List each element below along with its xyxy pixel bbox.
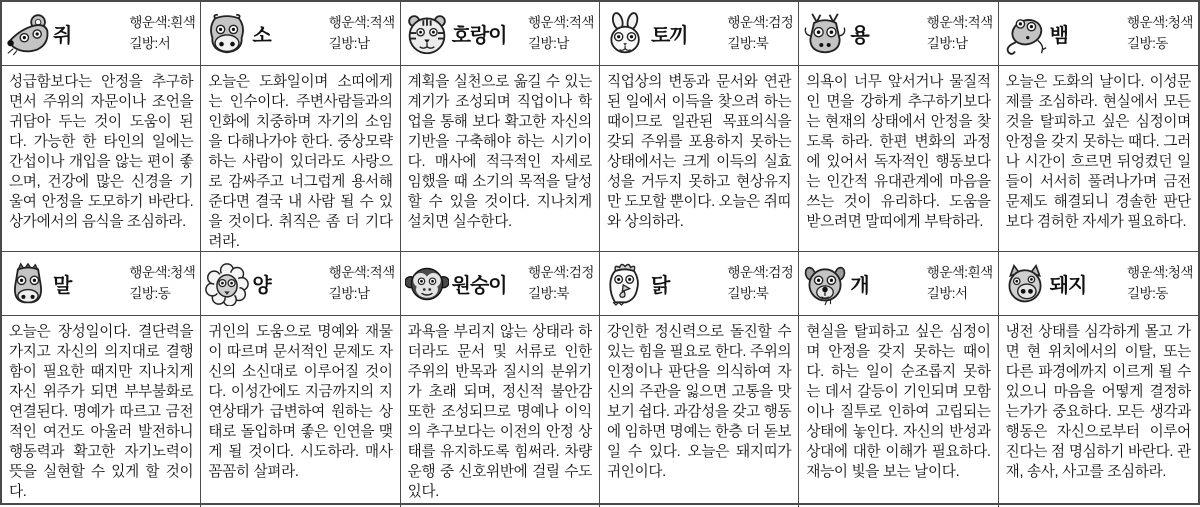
zodiac-header-sheep xyxy=(201,252,399,316)
fortune-body xyxy=(2,316,200,507)
zodiac-cell-rat xyxy=(2,2,201,252)
zodiac-cell-monkey xyxy=(401,252,600,507)
animal-name: 소 xyxy=(252,25,271,47)
zodiac-header-dog xyxy=(799,252,997,316)
animal-name: 뱀 xyxy=(1049,25,1068,47)
fortune-body xyxy=(799,316,997,507)
zodiac-header-rat xyxy=(2,2,200,66)
zodiac-header-rooster xyxy=(600,252,798,316)
fortune-info xyxy=(727,13,795,54)
direction-value: 남 xyxy=(357,35,370,51)
rabbit-icon xyxy=(604,12,648,56)
fortune-body xyxy=(401,316,599,507)
lucky-color-value: 적색 xyxy=(568,15,594,31)
zodiac-cell-dragon xyxy=(799,2,998,252)
zodiac-header-monkey xyxy=(401,252,599,316)
animal-name: 원숭이 xyxy=(451,275,507,297)
direction-value: 서 xyxy=(955,285,968,301)
fortune-info xyxy=(727,263,795,304)
direction-label: 길방: xyxy=(129,35,158,51)
direction-label: 길방: xyxy=(129,285,158,301)
zodiac-cell-rooster xyxy=(600,252,799,507)
zodiac-cell-snake xyxy=(999,2,1198,252)
fortune-body xyxy=(201,66,399,251)
lucky-color-label: 행운색: xyxy=(129,15,171,31)
zodiac-header-dragon xyxy=(799,2,997,66)
direction-label: 길방: xyxy=(528,35,557,51)
ox-icon xyxy=(205,12,249,56)
lucky-color-value: 검정 xyxy=(568,265,594,281)
fortune-info xyxy=(528,263,596,304)
fortune-text: 귀인의 도움으로 명예와 재물이 따르며 문서적인 문제도 자신의 소신대로 이루어질 것이다. 이성간에도 지금까지의 지연상태가 급변하여 원하는 상태로 돌입하며 좋은 인연을 맺게 될 것이다. 시도하라. 매사 꼼꼼히 살펴라. xyxy=(208,324,393,480)
dog-icon xyxy=(803,262,847,306)
direction-label: 길방: xyxy=(528,285,557,301)
zodiac-header-pig xyxy=(999,252,1198,316)
zodiac-cell-tiger xyxy=(401,2,600,252)
zodiac-cell-sheep xyxy=(201,252,400,507)
fortune-body xyxy=(999,66,1198,251)
rat-icon xyxy=(6,12,50,56)
fortune-info xyxy=(329,13,397,54)
animal-name: 양 xyxy=(252,275,271,297)
fortune-text: 의욕이 너무 앞서거나 물질적인 면을 강하게 추구하기보다는 현재의 상태에서 안정을 찾도록 하라. 한편 변화의 과정에 있어서 독자적인 행동보다는 인간적 유대관계에 마음을 쓰는 것이 유리하다. 도움을 받으려면 말띠에게 부탁하라. xyxy=(806,74,991,230)
fortune-text: 오늘은 도화의 날이다. 이성문제를 조심하라. 현실에서 모든 것을 탈피하고 싶은 심정이며 안정을 갖지 못하는 때다. 그러나 시간이 흐르면 뒤엉켰던 일들이 서서히 풀려나가며 금전문제도 해결되니 경솔한 판단보다 겸허한 자세가 필요하다. xyxy=(1005,74,1191,230)
fortune-body xyxy=(2,66,200,251)
lucky-color-value: 흰색 xyxy=(967,265,993,281)
zodiac-header-horse xyxy=(2,252,200,316)
animal-name: 말 xyxy=(53,275,72,297)
lucky-color-value: 청색 xyxy=(1167,15,1193,31)
fortune-text: 현실을 탈피하고 싶은 심정이며 안정을 갖지 못하는 때이다. 하는 일이 순조롭지 못하는 데서 갈등이 기인되며 모함이나 질투로 인하여 고립되는 상태에 놓인다. 자신의 반성과 상대에 대한 이해가 필요하다. 재능이 빛을 보는 날이다. xyxy=(806,324,991,480)
animal-name: 용 xyxy=(850,25,869,47)
pig-icon xyxy=(1003,262,1047,306)
fortune-info xyxy=(1127,13,1195,54)
lucky-color-label: 행운색: xyxy=(528,265,569,281)
zodiac-header-tiger xyxy=(401,2,599,66)
lucky-color-label: 행운색: xyxy=(328,265,370,281)
direction-label: 길방: xyxy=(926,285,956,301)
lucky-color-value: 적색 xyxy=(369,265,395,281)
lucky-color-label: 행운색: xyxy=(129,265,171,281)
tiger-icon xyxy=(405,12,449,56)
direction-value: 동 xyxy=(1155,285,1168,301)
fortune-text: 직업상의 변동과 문서와 연관된 일에서 이득을 찾으려 하는 때이므로 일관된 목표의식을 갖되 주위를 포용하지 못하는 상태에서는 크게 이득의 실효성을 거두지 못하고 현상유지만 도모할 뿐이다. 오늘은 쥐띠와 상의하라. xyxy=(606,74,792,230)
fortune-info xyxy=(129,263,197,304)
zodiac-header-rabbit xyxy=(600,2,798,66)
fortune-info xyxy=(927,13,995,54)
lucky-color-label: 행운색: xyxy=(926,15,968,31)
animal-name: 돼지 xyxy=(1049,275,1087,297)
lucky-color-label: 행운색: xyxy=(1127,15,1168,31)
zodiac-header-ox xyxy=(201,2,399,66)
direction-value: 북 xyxy=(556,285,569,301)
fortune-info xyxy=(329,263,397,304)
fortune-text: 강인한 정신력으로 돌진할 수 있는 힘을 필요로 한다. 주위의 인정이나 판단을 의식하여 자신의 주관을 잃으면 고통을 맛보기 쉽다. 과감성을 갖고 행동에 임하면 명예는 한층 더 돋보일 수 있다. 오늘은 돼지띠가 귀인이다. xyxy=(606,324,792,480)
direction-label: 길방: xyxy=(328,35,358,51)
animal-name: 닭 xyxy=(650,275,670,297)
animal-name: 개 xyxy=(850,275,869,297)
direction-value: 남 xyxy=(357,285,370,301)
fortune-body xyxy=(799,66,997,251)
fortune-text: 오늘은 도화일이며 소띠에게는 인수이다. 주변사람들과의 인화에 치중하며 자기의 소임을 다해나가야 한다. 중상모략 하는 사람이 있더라도 사랑으로 감싸주고 너그럽게 용서해 준다면 결국 내 사람 될 수 있을 것이다. 취직은 좀 더 기다려라. xyxy=(208,74,393,250)
animal-name: 토끼 xyxy=(650,25,688,47)
sheep-icon xyxy=(205,262,249,306)
direction-value: 북 xyxy=(755,35,769,51)
lucky-color-value: 적색 xyxy=(967,15,993,31)
fortune-info xyxy=(528,13,596,54)
fortune-info xyxy=(927,263,995,304)
dragon-icon xyxy=(803,12,847,56)
fortune-text: 과욕을 부리지 않는 상태라 하더라도 문서 및 서류로 인한 주위의 반목과 질시의 분위기가 초래 되며, 정신적 불안감 또한 조성되므로 명예나 이익의 추구보다는 이전의 안정 상태를 유지하도록 힘써라. 차량 운행 중 신호위반에 걸릴 수도 있다. xyxy=(407,324,592,500)
lucky-color-label: 행운색: xyxy=(528,15,569,31)
zodiac-cell-pig xyxy=(999,252,1198,507)
rooster-icon xyxy=(604,262,648,306)
direction-label: 길방: xyxy=(1127,35,1156,51)
lucky-color-label: 행운색: xyxy=(1127,265,1168,281)
fortune-text: 계획을 실천으로 옮길 수 있는 계기가 조성되며 직업이나 학업을 통해 보다 확고한 자신의 기반을 구축해야 하는 시기이다. 매사에 적극적인 자세로 임했을 때 소기의 목적을 달성할 수 있을 것이다. 지나치게 설치면 실수한다. xyxy=(407,74,592,230)
snake-icon xyxy=(1003,12,1047,56)
fortune-text: 냉전 상태를 심각하게 몰고 가면 현 위치에서의 이탈, 또는 다른 파경에까지 이르게 될 수 있으니 마음을 어떻게 결정하는가가 중요하다. 모든 생각과 행동은 자신으로부터 이루어진다는 점 명심하기 바란다. 관재, 송사, 사고를 조심하라. xyxy=(1005,324,1191,480)
lucky-color-value: 검정 xyxy=(768,265,794,281)
lucky-color-value: 검정 xyxy=(768,15,794,31)
lucky-color-value: 청색 xyxy=(1167,265,1193,281)
direction-value: 북 xyxy=(755,285,769,301)
fortune-body xyxy=(600,316,798,507)
fortune-info xyxy=(129,13,197,54)
direction-label: 길방: xyxy=(727,35,756,51)
fortune-text: 오늘은 장성일이다. 결단력을 가지고 자신의 의지대로 결행함이 필요한 때지만 지나치게 자신 위주가 되면 부부불화로 연결된다. 명예가 따르고 금전적인 여건도 아울러 발전하니 행동력과 확고한 자기노력이 뜻을 실현할 수 있게 할 것이다. xyxy=(9,324,194,500)
animal-name: 호랑이 xyxy=(451,25,507,47)
direction-label: 길방: xyxy=(1127,285,1156,301)
zodiac-cell-rabbit xyxy=(600,2,799,252)
lucky-color-value: 적색 xyxy=(369,15,395,31)
direction-value: 남 xyxy=(955,35,968,51)
animal-name: 쥐 xyxy=(53,25,72,47)
monkey-icon xyxy=(405,262,449,306)
lucky-color-value: 흰색 xyxy=(170,15,196,31)
zodiac-cell-horse xyxy=(2,252,201,507)
direction-value: 동 xyxy=(157,285,171,301)
direction-label: 길방: xyxy=(328,285,358,301)
fortune-text: 성급함보다는 안정을 추구하면서 주위의 자문이나 조언을 귀담아 두는 것이 도움이 된다. 가능한 한 타인의 일에는 간섭이나 개입을 않는 편이 좋으며, 건강에 많은 신경을 기울여 안정을 도모하기 바란다. 상가에서의 음식을 조심하라. xyxy=(9,74,194,230)
direction-value: 서 xyxy=(157,35,171,51)
zodiac-header-snake xyxy=(999,2,1198,66)
zodiac-cell-ox xyxy=(201,2,400,252)
lucky-color-label: 행운색: xyxy=(328,15,370,31)
horse-icon xyxy=(6,262,50,306)
lucky-color-label: 행운색: xyxy=(727,265,769,281)
fortune-body xyxy=(600,66,798,251)
direction-label: 길방: xyxy=(926,35,956,51)
fortune-body xyxy=(201,316,399,507)
zodiac-cell-dog xyxy=(799,252,998,507)
fortune-info xyxy=(1127,263,1195,304)
direction-label: 길방: xyxy=(727,285,756,301)
direction-value: 동 xyxy=(1155,35,1168,51)
lucky-color-label: 행운색: xyxy=(926,265,968,281)
lucky-color-label: 행운색: xyxy=(727,15,769,31)
fortune-body xyxy=(401,66,599,251)
lucky-color-value: 청색 xyxy=(170,265,196,281)
direction-value: 남 xyxy=(556,35,569,51)
fortune-body xyxy=(999,316,1198,507)
